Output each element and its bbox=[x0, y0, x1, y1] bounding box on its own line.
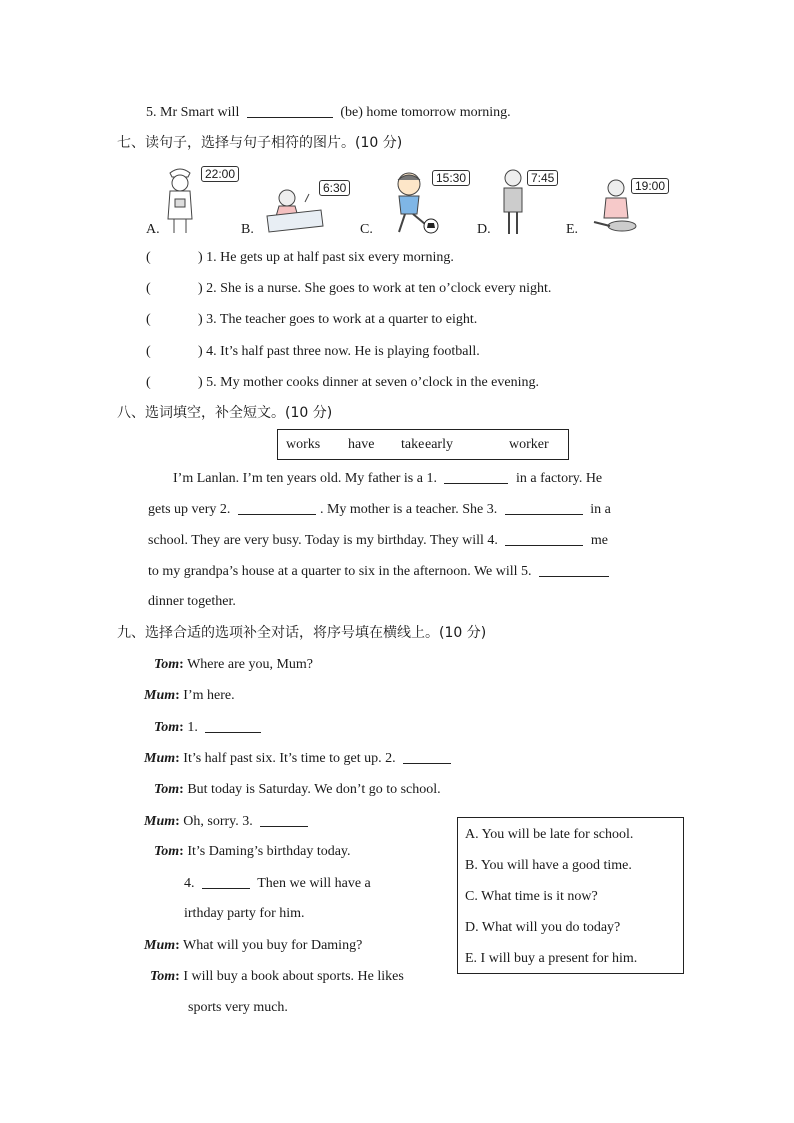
passage-line: dinner together. bbox=[148, 594, 236, 609]
question-line bbox=[146, 103, 511, 122]
passage-line: I’m Lanlan. I’m ten years old. My father is a 1. in a factory. He bbox=[173, 471, 603, 486]
dialog-line: 4. Then we will have a bbox=[184, 876, 371, 891]
passage-line: to my grandpa’s house at a quarter to six in the afternoon. We will 5. bbox=[148, 562, 613, 581]
word-bank-item: have bbox=[348, 437, 375, 452]
word-bank-item: early bbox=[425, 437, 453, 452]
option-item: B. You will have a good time. bbox=[465, 858, 632, 873]
picture-a bbox=[160, 163, 200, 240]
clock-c: 15:30 bbox=[432, 170, 470, 186]
option-letter: A. bbox=[146, 222, 160, 237]
clock-e: 19:00 bbox=[631, 178, 669, 194]
question-text: (be) home tomorrow morning. bbox=[340, 105, 511, 120]
teacher-icon bbox=[498, 166, 528, 236]
girl-waking-icon bbox=[265, 186, 325, 234]
speaker: Tom bbox=[154, 720, 180, 735]
item-text: 2. She is a nurse. She goes to work at ten o’clock every night. bbox=[206, 281, 552, 296]
option-item: E. I will buy a present for him. bbox=[465, 951, 638, 966]
word-bank-item: works bbox=[286, 437, 321, 452]
passage-line: school. They are very busy. Today is my birthday. They will 4. me bbox=[148, 533, 608, 548]
answer-blank[interactable] bbox=[505, 531, 583, 546]
answer-blank[interactable] bbox=[205, 718, 261, 733]
answer-blank[interactable] bbox=[444, 469, 508, 484]
answer-blank[interactable] bbox=[260, 812, 308, 827]
match-item: ( ) 3. The teacher goes to work at a quarter to eight. bbox=[146, 312, 478, 327]
item-text: 3. The teacher goes to work at a quarter to eight. bbox=[206, 312, 478, 327]
match-item: ( ) 2. She is a nurse. She goes to work at ten o’clock every night. bbox=[146, 281, 552, 296]
dialog-line: Tom: But today is Saturday. We don’t go to school. bbox=[154, 782, 441, 797]
dialog-line: Mum: It’s half past six. It’s time to get up. 2. bbox=[144, 749, 455, 768]
option-letter: E. bbox=[566, 222, 579, 237]
answer-paren-open[interactable]: ( bbox=[146, 281, 151, 296]
question-text: 5. Mr Smart will bbox=[146, 105, 240, 120]
section-title: 八、选词填空，补全短文。(10 分) bbox=[117, 405, 333, 421]
speaker: Tom bbox=[154, 844, 180, 859]
dialog-line: Mum: What will you buy for Daming? bbox=[144, 938, 363, 953]
item-text: 5. My mother cooks dinner at seven o’clock in the evening. bbox=[206, 375, 539, 390]
speaker: Tom bbox=[154, 657, 180, 672]
clock-d: 7:45 bbox=[527, 170, 558, 186]
clock-a: 22:00 bbox=[201, 166, 239, 182]
speaker: Tom bbox=[154, 782, 180, 797]
dialog-line: Mum: Oh, sorry. 3. bbox=[144, 812, 312, 831]
answer-blank[interactable] bbox=[238, 500, 316, 515]
section-title: 九、选择合适的选项补全对话，将序号填在横线上。(10 分) bbox=[117, 625, 487, 641]
dialog-line: Tom: 1. bbox=[154, 718, 265, 737]
picture-b bbox=[265, 186, 325, 239]
dialog-line: Tom: I will buy a book about sports. He likes bbox=[150, 969, 404, 984]
dialog-line: Mum: I’m here. bbox=[144, 688, 235, 703]
section-title: 七、读句子，选择与句子相符的图片。(10 分) bbox=[117, 135, 403, 151]
answer-blank[interactable] bbox=[505, 500, 583, 515]
option-item: D. What will you do today? bbox=[465, 920, 621, 935]
dialog-line: Tom: Where are you, Mum? bbox=[154, 657, 314, 672]
answer-paren-open[interactable]: ( bbox=[146, 375, 151, 390]
match-item: ( ) 5. My mother cooks dinner at seven o’clock in the evening. bbox=[146, 375, 539, 390]
answer-paren-open[interactable]: ( bbox=[146, 312, 151, 327]
word-bank-item: worker bbox=[509, 437, 549, 452]
word-bank bbox=[277, 429, 569, 460]
dialog-line: sports very much. bbox=[188, 1000, 288, 1015]
speaker: Mum bbox=[144, 751, 176, 766]
dialog-line: Tom: It’s Daming’s birthday today. bbox=[154, 844, 351, 859]
option-letter: D. bbox=[477, 222, 491, 237]
options-box bbox=[457, 817, 684, 974]
passage-line: gets up very 2. . My mother is a teacher. She 3. in a bbox=[148, 502, 611, 517]
dialog-line: irthday party for him. bbox=[184, 906, 305, 921]
answer-blank[interactable] bbox=[202, 874, 250, 889]
answer-paren-open[interactable]: ( bbox=[146, 344, 151, 359]
answer-blank[interactable] bbox=[539, 562, 609, 577]
answer-blank[interactable] bbox=[247, 103, 333, 118]
speaker: Mum bbox=[144, 688, 176, 703]
option-letter: C. bbox=[360, 222, 373, 237]
option-letter: B. bbox=[241, 222, 254, 237]
clock-b: 6:30 bbox=[319, 180, 350, 196]
match-item: ( ) 4. It’s half past three now. He is playing football. bbox=[146, 344, 480, 359]
answer-blank[interactable] bbox=[403, 749, 451, 764]
option-item: A. You will be late for school. bbox=[465, 827, 634, 842]
picture-d bbox=[498, 166, 528, 241]
speaker: Mum bbox=[144, 814, 176, 829]
item-text: 4. It’s half past three now. He is playing football. bbox=[206, 344, 480, 359]
speaker: Tom bbox=[150, 969, 176, 984]
word-bank-item: take bbox=[401, 437, 425, 452]
option-item: C. What time is it now? bbox=[465, 889, 598, 904]
match-item: ( ) 1. He gets up at half past six every morning. bbox=[146, 250, 454, 265]
answer-paren-open[interactable]: ( bbox=[146, 250, 151, 265]
speaker: Mum bbox=[144, 938, 176, 953]
item-text: 1. He gets up at half past six every morning. bbox=[206, 250, 454, 265]
nurse-icon bbox=[160, 163, 200, 235]
